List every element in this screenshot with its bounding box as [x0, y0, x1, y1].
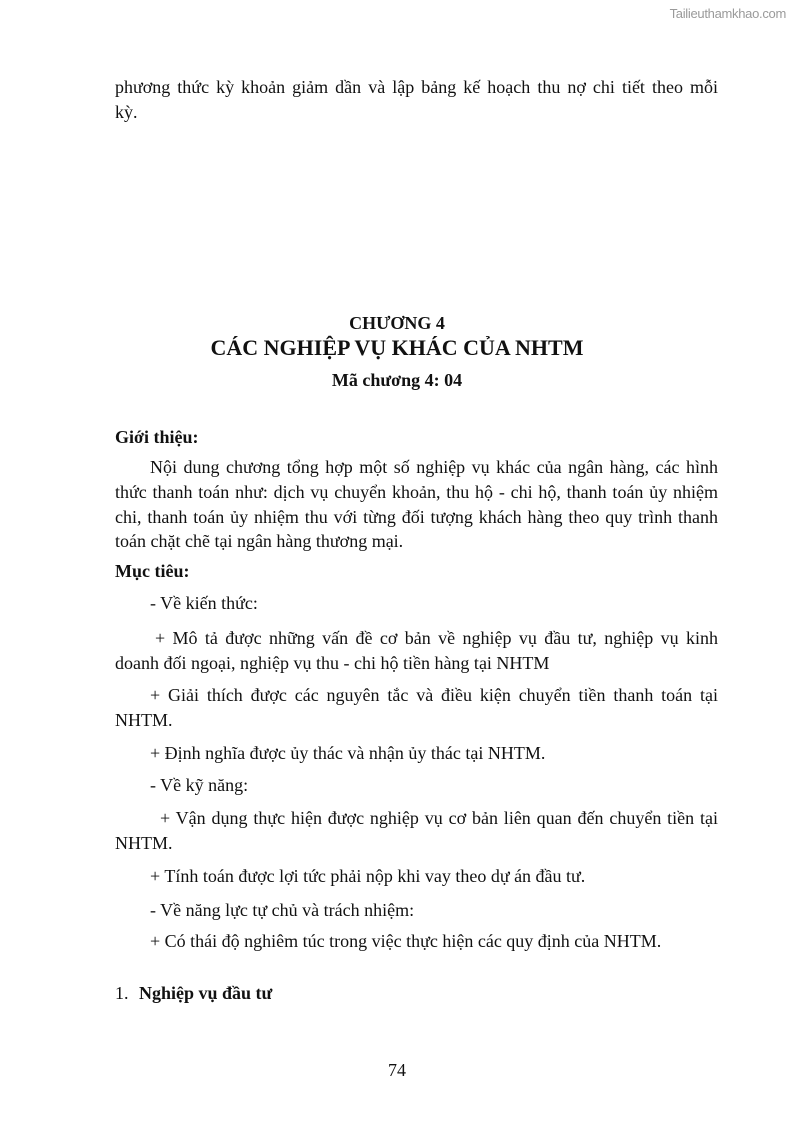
section-title: [115, 982, 718, 1004]
list-item: - Về kỹ năng:: [150, 775, 249, 795]
section-heading: Giới thiệu:: [115, 427, 199, 447]
list-item: + Vận dụng thực hiện được nghiệp vụ cơ bản liên quan đến chuyển tiền tại: [160, 808, 718, 828]
chapter-code: Mã chương 4: 04: [331, 370, 463, 390]
chapter-title: CÁC NGHIỆP VỤ KHÁC CỦA NHTM: [210, 335, 584, 360]
list-item: doanh đối ngoại, nghiệp vụ thu - chi hộ tiền hàng tại NHTM: [115, 653, 550, 673]
body-text: chi, thanh toán ủy nhiệm thu với từng đối tượng khách hàng theo quy trình thanh: [115, 507, 718, 527]
list-item: + Định nghĩa được ủy thác và nhận ủy thác tại NHTM.: [150, 743, 546, 763]
chapter-label: CHƯƠNG 4: [349, 313, 445, 333]
page-number: 74: [388, 1060, 406, 1080]
list-item: + Có thái độ nghiêm túc trong việc thực hiện các quy định của NHTM.: [150, 931, 662, 951]
watermark: Tailieuthamkhao.com: [669, 6, 786, 21]
list-item: NHTM.: [115, 710, 173, 730]
list-item: + Mô tả được những vấn đề cơ bản về nghiệp vụ đầu tư, nghiệp vụ kinh: [155, 628, 718, 648]
list-item: - Về kiến thức:: [150, 593, 258, 613]
list-item: + Tính toán được lợi tức phải nộp khi vay theo dự án đầu tư.: [150, 866, 586, 886]
section-name: Nghiệp vụ đầu tư: [139, 983, 273, 1003]
body-text: kỳ.: [115, 102, 138, 122]
list-item: NHTM.: [115, 833, 173, 853]
body-text: toán chặt chẽ tại ngân hàng thương mại.: [115, 531, 404, 551]
list-item: - Về năng lực tự chủ và trách nhiệm:: [150, 900, 415, 920]
list-item: + Giải thích được các nguyên tắc và điều kiện chuyển tiền thanh toán tại: [150, 685, 718, 705]
body-text: thức thanh toán như: dịch vụ chuyển khoản, thu hộ - chi hộ, thanh toán ủy nhiệm: [115, 482, 718, 502]
section-number: 1.: [115, 983, 129, 1003]
section-heading: Mục tiêu:: [115, 561, 190, 581]
body-text: phương thức kỳ khoản giảm dần và lập bảng kế hoạch thu nợ chi tiết theo mỗi: [115, 77, 718, 97]
body-text: Nội dung chương tổng hợp một số nghiệp vụ khác của ngân hàng, các hình: [150, 457, 718, 477]
